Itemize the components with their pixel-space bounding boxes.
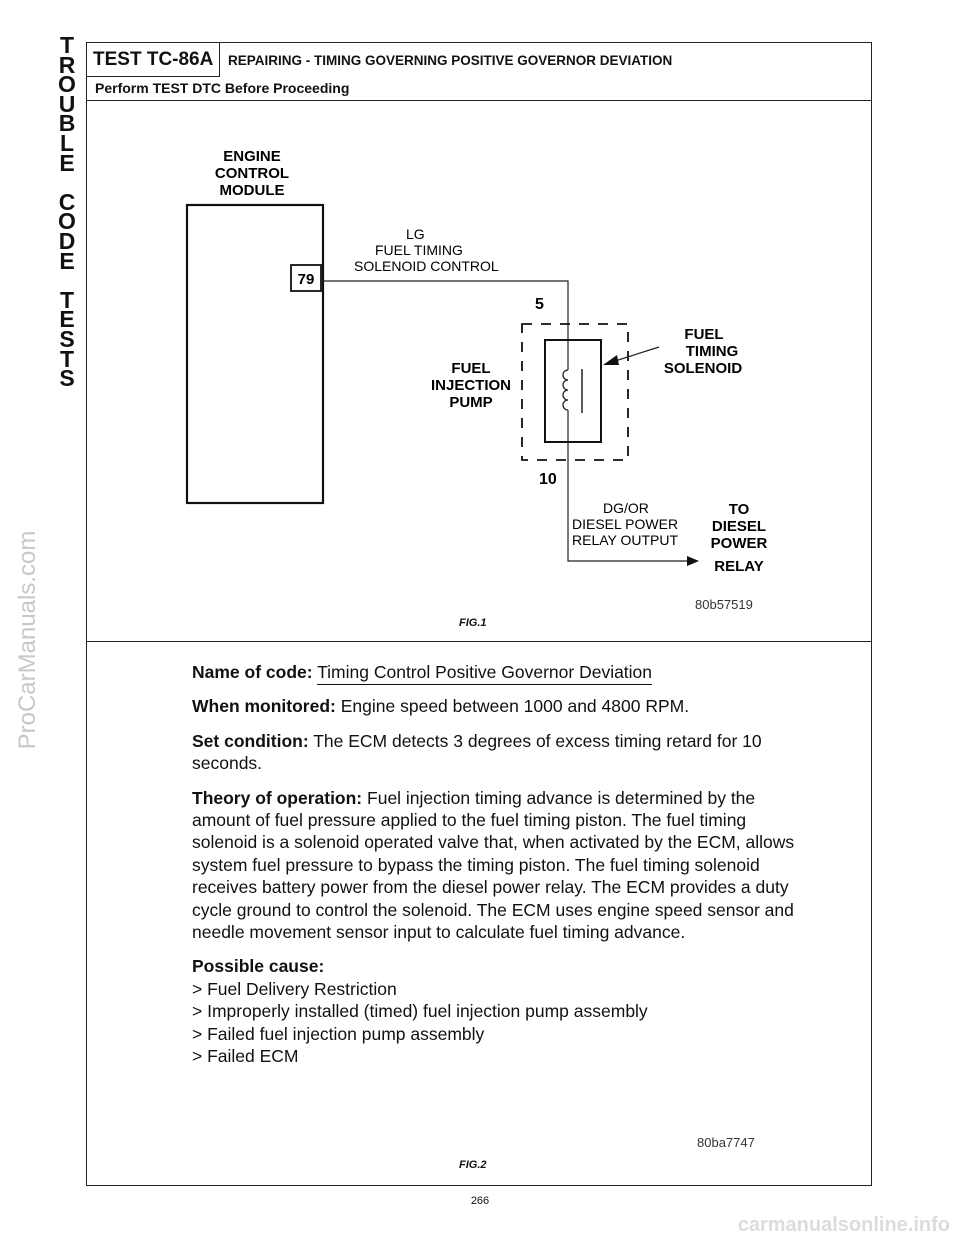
when-monitored-row [192, 695, 812, 717]
pump-label-line: PUMP [449, 394, 493, 411]
theory-row [192, 787, 812, 944]
theory-value: Fuel injection timing advance is determined by the amount of fuel pressure applied to the fuel timing piston. The fuel timing solenoid is a solenoid operated valve that, when activated by the ECM, allows system fuel pressure to bypass the timing piston. The fuel timing solenoid receives battery power from the diesel power relay. The ECM provides a duty cycle ground to control the solenoid. The ECM uses engine speed sensor and needle movement sensor input to calculate fuel timing advance. [192, 787, 795, 943]
cause-item: > Failed fuel injection pump assembly [192, 1023, 485, 1044]
pin-79-label: 79 [297, 271, 315, 288]
possible-cause-row [192, 955, 812, 977]
side-title-letter: U [58, 90, 76, 117]
side-title-letter: O [58, 208, 76, 235]
fig2-reference-code: 80ba7747 [697, 1135, 755, 1150]
side-title-letter: E [59, 149, 75, 176]
side-title-letter: S [59, 325, 75, 352]
pump-outline [522, 324, 628, 460]
side-section-title [52, 32, 82, 392]
pin-10-label: 10 [539, 471, 557, 488]
side-title-letter: S [59, 365, 75, 392]
pump-label-line: FUEL [451, 360, 491, 377]
solenoid-label-line: TIMING [685, 343, 739, 360]
ecm-label-line: MODULE [219, 182, 285, 199]
side-title-letter: B [58, 110, 76, 137]
pin-5-label: 5 [535, 296, 544, 313]
solenoid-label-line: SOLENOID [663, 360, 743, 377]
relay-label-line: DIESEL [711, 518, 767, 535]
fig2-code-description [192, 661, 812, 1068]
side-title-letter: L [59, 129, 75, 156]
set-condition-value: The ECM detects 3 degrees of excess timing retard for 10 seconds. [192, 730, 762, 774]
lg-wire-label: SOLENOID CONTROL [354, 258, 499, 274]
ecm-label-line: ENGINE [223, 148, 281, 165]
perform-note: Perform TEST DTC Before Proceeding [95, 80, 350, 96]
possible-cause-label: Possible cause: [192, 956, 325, 977]
side-title-letter: E [59, 247, 75, 274]
theory-label: Theory of operation: [192, 787, 363, 808]
lg-wire [323, 281, 568, 339]
dg-wire-label: DG/OR [603, 500, 649, 516]
set-condition-row [192, 730, 812, 775]
bottom-watermark: carmanualsonline.info [737, 1214, 950, 1236]
side-title-letter: R [58, 51, 76, 78]
pump-label-line: INJECTION [430, 377, 512, 394]
side-title-letter: T [59, 345, 75, 372]
fig2-caption: FIG.2 [459, 1159, 487, 1171]
when-monitored-label: When monitored: [192, 696, 336, 717]
lg-wire-label: LG [406, 226, 425, 242]
cause-item: > Improperly installed (timed) fuel injection pump assembly [192, 1001, 648, 1022]
lg-wire-label: FUEL TIMING [375, 242, 463, 258]
cause-item: > Failed ECM [192, 1046, 299, 1067]
dg-wire-label: RELAY OUTPUT [572, 532, 679, 548]
solenoid-box [545, 340, 601, 442]
side-title-letter: C [58, 188, 76, 215]
set-condition-label: Set condition: [192, 730, 309, 751]
side-title-letter: T [59, 32, 75, 58]
side-title-letter: E [59, 306, 75, 333]
code-name-row [192, 661, 812, 683]
page-number: 266 [470, 1195, 490, 1207]
ecm-box [187, 205, 323, 503]
fig1-reference-code: 80b57519 [695, 597, 753, 612]
relay-label-line: RELAY [714, 558, 764, 575]
figure-divider [87, 641, 871, 642]
side-title-letter: D [58, 227, 76, 254]
solenoid-label-line: FUEL [684, 326, 724, 343]
relay-label-line: POWER [710, 535, 768, 552]
possible-cause-list [192, 978, 812, 1068]
test-title: REPAIRING - TIMING GOVERNING POSITIVE GOVERNOR DEVIATION [228, 53, 673, 68]
side-watermark-text: ProCarManuals.com [14, 530, 41, 750]
side-title-letter: T [59, 286, 75, 313]
ecm-label-line: CONTROL [214, 165, 290, 182]
when-monitored-value: Engine speed between 1000 and 4800 RPM. [340, 696, 690, 717]
relay-label-line: TO [728, 501, 750, 518]
test-id: TEST TC-86A [87, 43, 220, 77]
solenoid-pointer-line [615, 347, 659, 361]
dg-wire-label: DIESEL POWER [572, 516, 679, 532]
coil-icon [563, 370, 568, 410]
fig1-wiring-diagram [87, 43, 873, 643]
arrow-icon [687, 556, 699, 566]
cause-item: > Fuel Delivery Restriction [192, 978, 397, 999]
code-name-label: Name of code: [192, 662, 313, 682]
arrow-icon [603, 355, 619, 365]
side-watermark [8, 510, 48, 770]
fig1-caption: FIG.1 [459, 617, 487, 629]
code-name-value: Timing Control Positive Governor Deviation [317, 662, 652, 685]
side-title-letter: O [58, 71, 76, 98]
test-frame [86, 42, 872, 1186]
